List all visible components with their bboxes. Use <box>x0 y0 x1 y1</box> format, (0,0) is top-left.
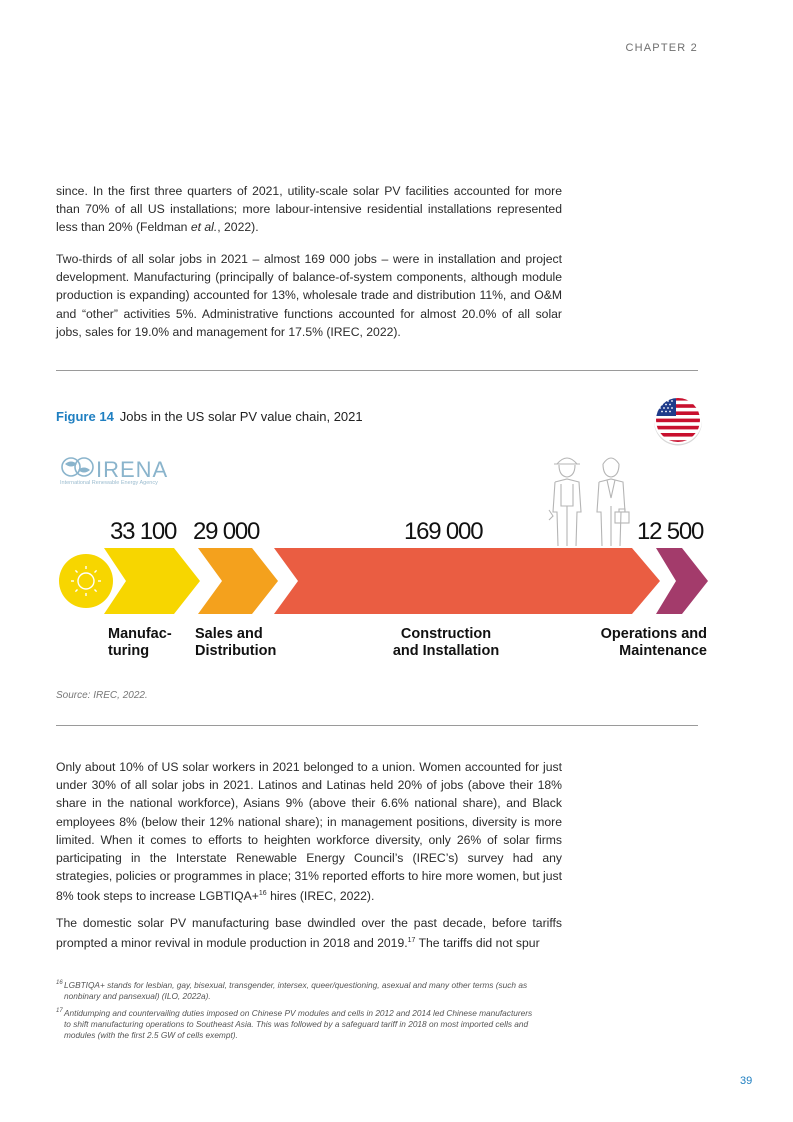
figure-bottom-rule <box>56 725 698 726</box>
footnote-16-text: LGBTIQA+ stands for lesbian, gay, bisexual, transgender, intersex, queer/questioning, asexual and many other terms (such as nonbinary and pansexual) (ILO, 2022a). <box>64 980 528 1001</box>
intro-paragraph-1-text: since. In the first three quarters of 2021, utility-scale solar PV facilities accounted for more than 70% of all US installations; more labour-intensive residential installations represented less than 20% (Feldman <box>56 184 562 235</box>
body-paragraph-1-end: hires (IREC, 2022). <box>266 889 375 904</box>
figure-top-rule <box>56 370 698 371</box>
intro-paragraph-2: Two-thirds of all solar jobs in 2021 – almost 169 000 jobs – were in installation and project development. Manufacturing (principally of balance-of-system components, although module production is expanding) accounted for 13%, wholesale trade and distribution 11%, and O&M and “other” activities 5%. Administrative functions accounted for almost 20.0% of all solar jobs, sales for 19.0% and management for 17.5% (IREC, 2022). <box>56 252 562 339</box>
category-label-construction-line2: and Installation <box>392 643 500 659</box>
footnote-17 <box>56 1008 536 1041</box>
workers-illustration-icon <box>545 450 635 548</box>
value-label-manufacturing: 33 100 <box>110 518 177 545</box>
figure-source: Source: IREC, 2022. <box>56 690 148 701</box>
page-number: 39 <box>740 1075 753 1087</box>
category-label-manufacturing <box>108 626 172 660</box>
intro-paragraph-1 <box>56 182 562 237</box>
sun-icon <box>59 554 113 608</box>
category-label-construction <box>370 626 522 660</box>
body-paragraph-2 <box>56 914 562 952</box>
intro-paragraph-1-end: , 2022). <box>217 220 259 235</box>
irena-logo-subtitle: International Renewable Energy Agency <box>60 480 158 486</box>
chain-segment-manufacturing <box>104 548 200 614</box>
figure-number: Figure 14 <box>56 409 114 424</box>
footnote-17-text: Antidumping and countervailing duties imposed on Chinese PV modules and cells in 2012 and 2014 led Chinese manufacturers to shift manufacturing operations to Southeast Asia. This was followed by a safeguard tariff in 2018 on most imported cells and modules (with the first 2.5 GW of cells exempt). <box>64 1008 533 1040</box>
body-paragraph-1 <box>56 758 562 906</box>
footnote-16 <box>56 980 536 1002</box>
footnote-16-number: 16 <box>56 980 63 986</box>
category-label-sales-line1: Sales and <box>195 626 263 642</box>
category-label-operations-line2: Maintenance <box>619 643 707 659</box>
body-paragraph-2-text: The domestic solar PV manufacturing base dwindled over the past decade, before tariffs prompted a minor revival in module production in 2018 and 2019. <box>56 916 562 951</box>
chapter-header: CHAPTER 2 <box>625 42 698 54</box>
chain-segment-sales <box>198 548 278 614</box>
figure-title-text: Jobs in the US solar PV value chain, 2021 <box>119 409 363 424</box>
body-paragraph-2-end: The tariffs did not spur <box>415 936 540 951</box>
value-label-operations: 12 500 <box>637 518 704 545</box>
body-paragraph-1-text: Only about 10% of US solar workers in 2021 belonged to a union. Women accounted for just under 30% of all solar jobs in 2021. Latinos and Latinas held 20% of jobs (above their 18% share in the national workforce), Asians 9% (above their 6.6% national share), and Black employees 8% (below their 12% national share); in management positions, diversity is more limited. When it comes to efforts to heighten workforce diversity, only 26% of solar firms participating in the Interstate Renewable Energy Council’s (IREC’s) survey had any strategies, policies or programmes in place; 31% reported efforts to hire more women, but just 8% took steps to increase LGBTIQA+ <box>56 760 562 904</box>
irena-logo-name: IRENA <box>96 457 169 482</box>
category-label-sales <box>195 626 276 660</box>
category-label-manufacturing-line1: Manufac- <box>108 626 172 642</box>
irena-logo-icon <box>60 456 96 480</box>
category-label-operations-line1: Operations and <box>600 626 707 642</box>
footnote-17-number: 17 <box>56 1008 63 1014</box>
chain-segment-operations <box>656 548 708 614</box>
category-label-manufacturing-line2: turing <box>108 643 150 659</box>
value-chain-chart <box>56 548 716 614</box>
footnote-ref-17[interactable]: 17 <box>407 937 416 945</box>
category-label-construction-line1: Construction <box>400 626 492 642</box>
category-label-sales-line2: Distribution <box>195 643 277 659</box>
value-label-construction: 169 000 <box>404 518 483 545</box>
et-al: et al. <box>190 220 218 235</box>
footnote-ref-16[interactable]: 16 <box>258 890 267 898</box>
value-label-sales: 29 000 <box>193 518 260 545</box>
category-label-operations <box>580 626 707 660</box>
us-flag-icon <box>652 394 704 446</box>
figure-title <box>56 409 363 424</box>
chain-segment-construction <box>274 548 660 614</box>
